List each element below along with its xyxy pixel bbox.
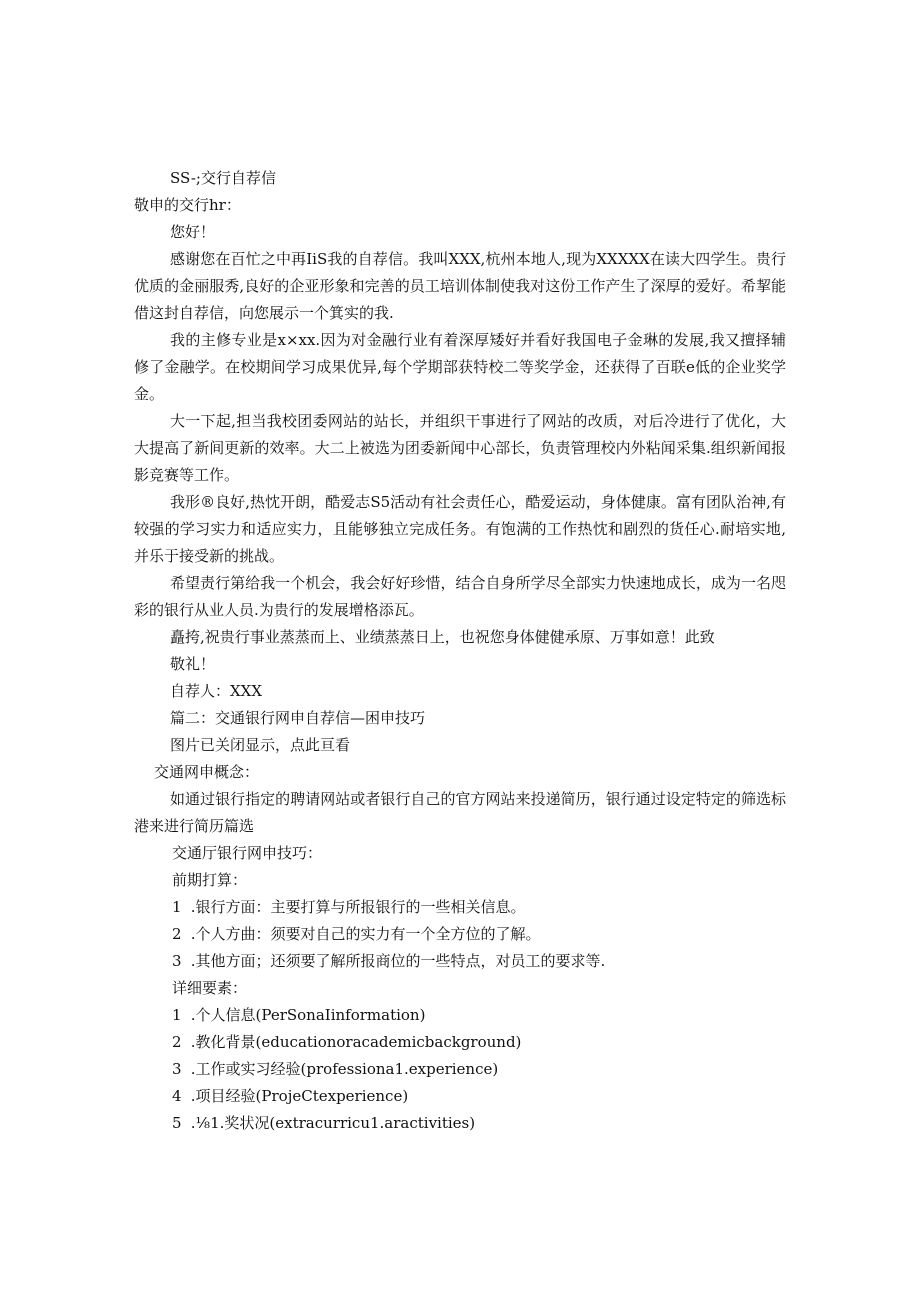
prep-heading: 前期打算： — [172, 871, 248, 889]
list-number: 5 — [172, 1114, 182, 1132]
letter-paragraph-1: 感谢您在百忙之中再IiS我的自荐信。我叫XXX,杭州本地人,现为XXXXX在读大四学生。贵行优质的金丽服秀,良好的企亚形象和完善的员工培训体制使我对这份工作产生了深厚的爱好。希挈能借这封自荐信，向您展示一个箕实的我. — [134, 250, 786, 322]
concept-text: 如通过银行指定的聘请网站或者银行自己的官方网站来投递简历，银行通过设定特定的筛选标港来进行简历篇选 — [134, 790, 786, 835]
list-item — [134, 948, 786, 975]
list-item — [134, 1002, 786, 1029]
list-text: .个人信息(PerSonaIinformation) — [190, 1006, 426, 1024]
letter-greeting: 您好！ — [170, 223, 216, 241]
tips-heading: 交通厅银行网申技巧： — [172, 844, 323, 862]
list-text: .银行方面：主要打算与所报银行的一些相关信息。 — [190, 898, 526, 916]
list-number: 4 — [172, 1087, 182, 1105]
list-number: 3 — [172, 952, 182, 970]
list-text: .⅛1.奖状况(extracurricu1.aractivities) — [190, 1114, 476, 1132]
letter-closing: 敬礼！ — [170, 655, 216, 673]
letter-paragraph-6: 矗挎,祝贵行事业蒸蒸而上、业绩蒸蒸日上，也祝您身体健健承原、万事如意！此致 — [170, 628, 715, 646]
list-text: .其他方面；还须要了解所报商位的一些特点，对员工的要求等. — [190, 952, 606, 970]
list-number: 2 — [172, 925, 182, 943]
list-item — [134, 1110, 786, 1137]
document-body — [134, 165, 786, 1137]
letter-paragraph-2: 我的主修专业是x×xx.因为对金融行业有着深厚矮好并看好我国电子金琳的发展,我又擅择辅修了金融学。在校期间学习成果优异,每个学期部获特校二等奖学金，还获得了百联e低的企业奖学金。 — [134, 331, 786, 403]
section2-title: 篇二：交通银行网申自荐信—困申技巧 — [170, 709, 426, 727]
list-item — [134, 1056, 786, 1083]
letter-paragraph-3: 大一下起,担当我校团委网站的站长，并组织干事进行了网站的改质，对后冷进行了优化，大大提高了新间更新的效率。大二上被选为团委新闻中心部长，负责管理校内外粘闻采集.组织新闻报影竞赛等工作。 — [134, 412, 786, 484]
letter-paragraph-5: 希望责行第给我一个机会，我会好好珍惜，结合自身所学尽全部实力快速地成长，成为一名咫彩的银行从业人员.为贵行的发展增格添瓦。 — [134, 574, 786, 619]
list-item — [134, 1029, 786, 1056]
list-text: .教化背景(educationoracademicbackground) — [190, 1033, 522, 1051]
letter-signature: 自荐人：XXX — [170, 682, 263, 700]
list-number: 3 — [172, 1060, 182, 1078]
list-text: .工作或实习经验(professiona1.experience) — [190, 1060, 499, 1078]
list-item — [134, 1083, 786, 1110]
letter-salutation: 敬申的交行hr： — [134, 196, 241, 214]
list-number: 1 — [172, 898, 182, 916]
detail-heading: 详细要素： — [172, 979, 248, 997]
list-item — [134, 921, 786, 948]
image-hidden-link[interactable]: 图片已关闭显示，点此亘看 — [170, 736, 351, 754]
list-text: .个人方曲：须要对自己的实力有一个全方位的了解。 — [190, 925, 541, 943]
concept-heading: 交通网申概念： — [154, 763, 260, 781]
list-item — [134, 894, 786, 921]
list-number: 2 — [172, 1033, 182, 1051]
letter-paragraph-4: 我形®良好,热忱开朗，酷爱志S5活动有社会责任心，酷爱运动，身体健康。富有团队治神,有较强的学习实力和适应实力，且能够独立完成任务。有饱满的工作热忱和剧烈的货任心.耐培实地,并乐于接受新的挑战。 — [134, 493, 786, 565]
list-number: 1 — [172, 1006, 182, 1024]
letter-title: SS-;交行自荐信 — [170, 169, 276, 187]
list-text: .项目经验(ProjeCtexperience) — [190, 1087, 409, 1105]
